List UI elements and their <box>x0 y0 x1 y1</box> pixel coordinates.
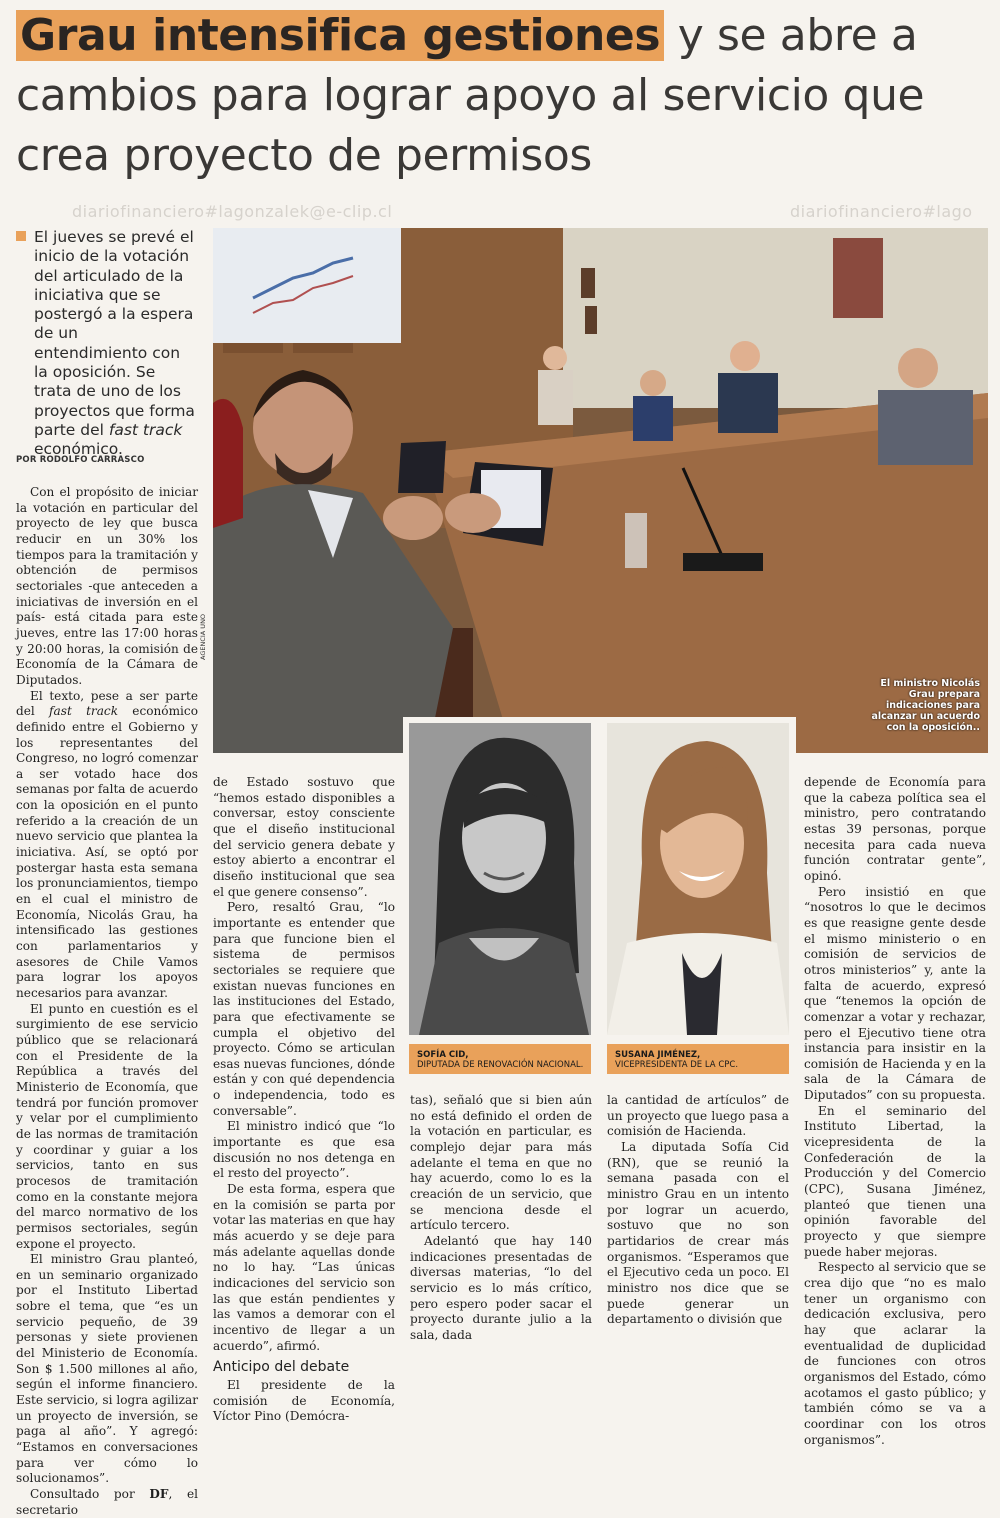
lead-line1: El jueves se prevé el <box>34 228 194 246</box>
paragraph: El presidente de la comisión de Economía, Víctor Pino (Demócra- <box>213 1377 395 1424</box>
paragraph: En el seminario del Instituto Libertad, la vicepresidenta de la Confederación de la Producción y del Comercio (CPC), Susana Jiménez, planteó que tienen una opinión favorable del proyecto y que siempre puede haber mejoras. <box>804 1103 986 1259</box>
paragraph: El ministro Grau planteó, en un seminario organizado por el Instituto Libertad sobre el tema, que “es un servicio pequeño, de 39 personas y siete provienen del Ministerio de Economía. Son $ 1.500 millones al año, según el informe financiero. Este servicio, si logra agilizar un proyecto de inversión, se paga al año”. Y agregó: “Estamos en conversaciones para ver cómo lo solucionamos”. <box>16 1252 198 1486</box>
portrait-illustration <box>409 723 591 1035</box>
paragraph: de Estado sostuvo que “hemos estado disponibles a conversar, estoy consciente que el diseño institucional del servicio genera debate y estoy abierto a encontrar el diseño institucional que sea el que genere consenso”. <box>213 775 395 899</box>
headline-rest: y se abre a cambios para lograr apoyo al servicio que crea proyecto de permisos <box>16 10 925 181</box>
meeting-photo-illustration <box>213 228 988 753</box>
paragraph: De esta forma, espera que en la comisión se parta por votar las materias en que hay más acuerdo y se deje para más adelante aquellas donde no lo hay. “Las únicas indicaciones del servicio son las que están pendientes y las vamos a demorar con el incentivo de llegar a un acuerdo”, afirmó. <box>213 1182 395 1353</box>
article-column-1 <box>16 485 198 1518</box>
article-column-5 <box>804 775 986 1448</box>
paragraph: Pero insistió en que “nosotros lo que le decimos es que reasigne gente desde el mismo ministerio o en comisión de servicios de otros ministerios” y, ante la falta de acuerdo, expresó que “tenemos la opción de comenzar a votar y rechazar, pero el Ejecutivo tiene otra instancia para insistir en la comisión de Hacienda y en la sala de la Cámara de Diputados” con su propuesta. <box>804 884 986 1103</box>
paragraph: Con el propósito de iniciar la votación en particular del proyecto de ley que busca reducir en un 30% los tiempos para la tramitación y obtención de permisos sectoriales -que anteceden a iniciativas de inversión en el país- está citada para este jueves, entre las 17:00 horas y 20:00 horas, la comisión de Economía de la Cámara de Diputados. <box>16 485 198 687</box>
paragraph: Pero, resaltó Grau, “lo importante es entender que para que funcione bien el sistema de permisos sectoriales se requiere que existan nuevas funciones en las instituciones del Estado, para que efectivamente se cumpla el objetivo del proyecto. Cómo se articulan esas nuevas funciones, dónde están y con qué dependencia o independencia, todo es conversable”. <box>213 900 395 1118</box>
paragraph: la cantidad de artículos” de un proyecto que luego pasa a comisión de Hacienda. <box>607 1093 789 1139</box>
article-column-2 <box>213 775 395 1425</box>
portrait-illustration <box>607 723 789 1035</box>
paragraph: Respecto al servicio que se crea dijo que “no es malo tener un organismo con dedicación exclusiva, pero hay que aclarar la eventualidad de duplicidad de funciones con otros organismos del Estado, cómo acotamos el gasto público; y también cómo se va a coordinar con los otros organismos”. <box>804 1260 986 1447</box>
lead-text-end: económico. <box>34 440 123 459</box>
caption-name: SUSANA JIMÉNEZ, <box>615 1050 701 1060</box>
headline-highlight: Grau intensifica gestiones <box>16 10 664 61</box>
watermark-left: diariofinanciero#lagonzalek@e-clip.cl <box>72 202 393 221</box>
paragraph: El ministro indicó que “lo importante es que esa discusión no nos detenga en el resto del proyecto”. <box>213 1119 395 1181</box>
photo-caption: El ministro Nicolás Grau prepara indicaciones para alcanzar un acuerdo con la oposición.. <box>871 678 980 733</box>
caption-susana-jimenez <box>607 1044 789 1074</box>
paragraph: El texto, pese a ser parte del fast track económico definido entre el Gobierno y los representantes del Congreso, no logró comenzar a ser votado hace dos semanas por falta de acuerdo con la oposición en el punto referido a la creación de un nuevo servicio que plantea la iniciativa. Así, se optó por postergar hasta esta semana los pronunciamientos, tiempo en el cual el ministro de Economía, Nicolás Grau, ha intensificado las gestiones con parlamentarios y asesores de Chile Vamos para lograr los apoyos necesarios para avanzar. <box>16 688 198 1000</box>
orange-square-icon <box>16 231 26 241</box>
portrait-susana-jimenez <box>607 723 789 1035</box>
photo-credit: AGENCIA UNO <box>199 613 207 660</box>
article-column-3 <box>410 1093 592 1344</box>
caption-name: SOFÍA CID, <box>417 1050 469 1060</box>
portrait-sofia-cid <box>409 723 591 1035</box>
lead-italic: fast track <box>108 420 183 439</box>
portraits-box <box>403 717 796 1080</box>
paragraph: depende de Economía para que la cabeza política sea el ministro, pero contratando estas 39 personas, porque necesita para cada nueva función contratar gente”, opinó. <box>804 775 986 883</box>
paragraph: tas), señaló que si bien aún no está definido el orden de la votación en particular, es complejo dejar para más adelante el tema en que no hay acuerdo, como lo es la creación de un servicio, que se menciona desde el artículo tercero. <box>410 1093 592 1233</box>
lead-text: inicio de la votación del articulado de la iniciativa que se postergó a la espera de un entendimiento con la oposición. Se trata de uno de los proyectos que forma parte del <box>34 247 195 439</box>
headline <box>16 6 986 186</box>
paragraph: El punto en cuestión es el surgimiento de ese servicio público que se relacionará con el Presidente de la República a través del Ministerio de Economía, que tendrá por función promover y velar por el cumplimiento de las normas de tramitación y coordinar y guiar a los servicios, tanto en sus procesos de tramitación como en la constante mejora del marco normativo de los permisos sectoriales, según expone el proyecto. <box>16 1001 198 1251</box>
caption-role: DIPUTADA DE RENOVACIÓN NACIONAL. <box>417 1060 584 1070</box>
paragraph: Adelantó que hay 140 indicaciones presentadas de diversas materias, “lo del servicio es lo más crítico, pero espero poder sacar el proyecto durante julio a la sala, dada <box>410 1233 592 1342</box>
subheading: Anticipo del debate <box>213 1359 350 1376</box>
paragraph: La diputada Sofía Cid (RN), que se reunió la semana pasada con el ministro Grau en un intento por lograr un acuerdo, sostuvo que no son partidarios de crear más organismos. “Esperamos que el Ejecutivo ceda un poco. El ministro nos dice que se puede generar un departamento o división que <box>607 1139 789 1327</box>
article-column-4 <box>607 1093 789 1328</box>
byline: POR RODOLFO CARRASCO <box>16 455 145 465</box>
lead-summary <box>16 228 196 460</box>
paragraph: Consultado por DF, el secretario <box>16 1487 198 1517</box>
main-photo <box>213 228 988 753</box>
caption-role: VICEPRESIDENTA DE LA CPC. <box>615 1060 739 1070</box>
watermark-right: diariofinanciero#lago <box>790 202 973 221</box>
caption-sofia-cid <box>409 1044 591 1074</box>
